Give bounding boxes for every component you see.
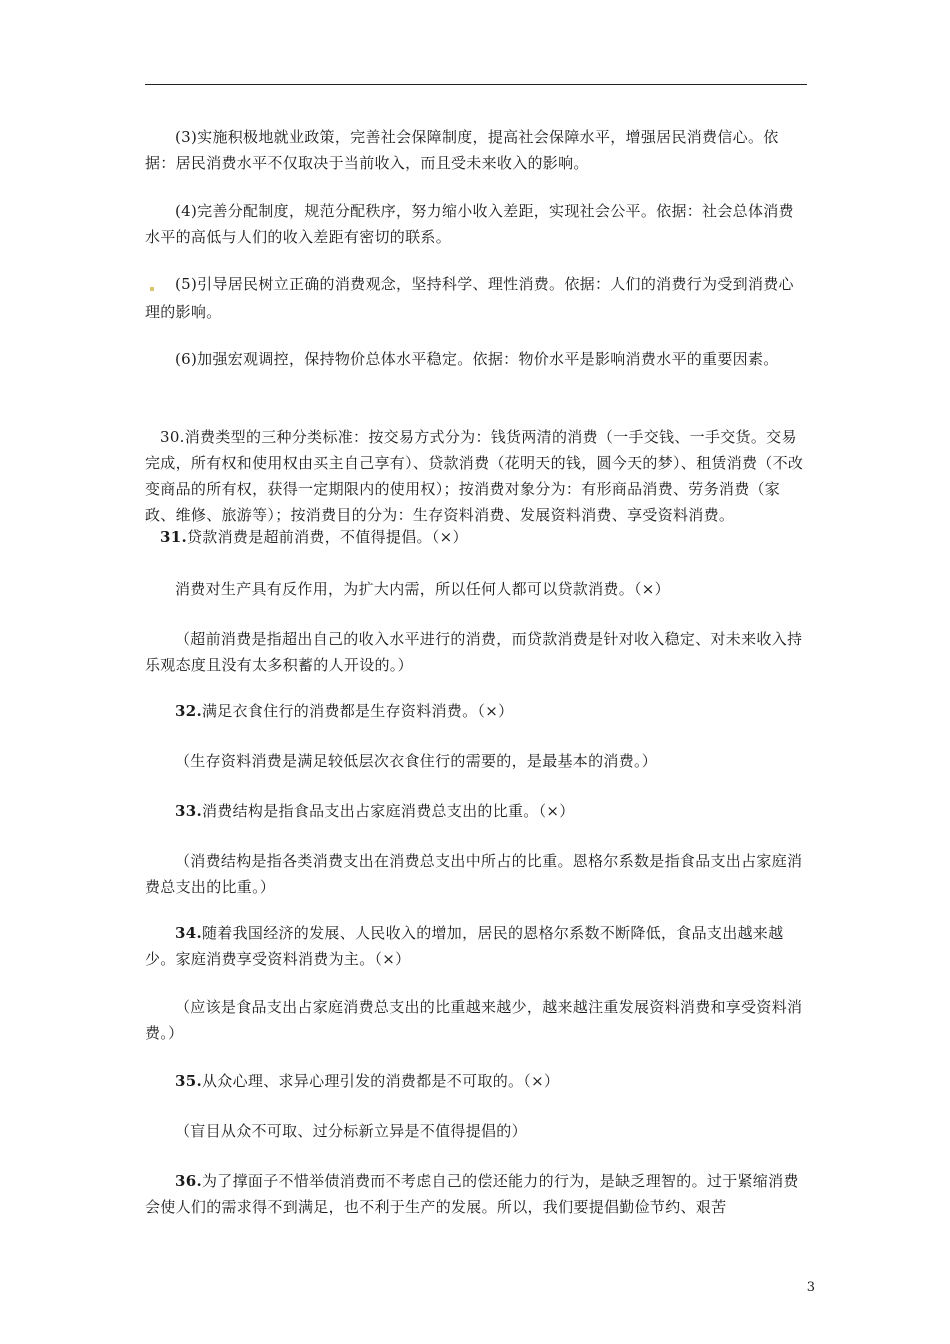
paragraph-item-3: (3)实施积极地就业政策，完善社会保障制度，提高社会保障水平，增强居民消费信心。依据：居民消费水平不仅取决于当前收入，而且受未来收入的影响。 <box>145 128 779 172</box>
question-32-explanation: （生存资料消费是满足较低层次衣食住行的需要的，是最基本的消费。） <box>175 752 658 770</box>
question-35 <box>145 1068 807 1094</box>
question-31 <box>160 524 807 550</box>
question-number: 31. <box>160 528 187 546</box>
question-text: 消费结构是指食品支出占家庭消费总支出的比重。（×） <box>202 802 575 820</box>
question-30: 30.消费类型的三种分类标准：按交易方式分为：钱货两清的消费（一手交钱、一手交货。交易完成，所有权和使用权由买主自己享有）、贷款消费（花明天的钱，圆今天的梦）、租赁消费（不改变商品的所有权，获得一定期限内的使用权）；按消费对象分为：有形商品消费、劳务消费（家政、维修、旅游等）；按消费目的分为：生存资料消费、发展资料消费、享受资料消费。 <box>145 428 804 524</box>
paragraph-item-6: (6)加强宏观调控，保持物价总体水平稳定。依据：物价水平是影响消费水平的重要因素。 <box>175 350 779 368</box>
question-number: 33. <box>175 802 202 820</box>
question-32 <box>145 698 807 724</box>
question-number: 34. <box>175 924 202 942</box>
question-36 <box>145 1168 807 1220</box>
question-34 <box>145 920 807 972</box>
question-number: 35. <box>175 1072 202 1090</box>
question-text: 从众心理、求异心理引发的消费都是不可取的。（×） <box>202 1072 560 1090</box>
question-35-explanation: （盲目从众不可取、过分标新立异是不值得提倡的） <box>175 1122 527 1140</box>
question-33-explanation: （消费结构是指各类消费支出在消费总支出中所占的比重。恩格尔系数是指食品支出占家庭消费总支出的比重。） <box>145 852 803 896</box>
question-text: 为了撑面子不惜举债消费而不考虑自己的偿还能力的行为，是缺乏理智的。过于紧缩消费会使人们的需求得不到满足，也不利于生产的发展。所以，我们要提倡勤俭节约、艰苦 <box>145 1172 799 1216</box>
paragraph-item-5: (5)引导居民树立正确的消费观念，坚持科学、理性消费。依据：人们的消费行为受到消费心理的影响。 <box>145 275 794 321</box>
question-31-statement: 消费对生产具有反作用，为扩大内需，所以任何人都可以贷款消费。（×） <box>175 580 670 598</box>
question-text: 随着我国经济的发展、人民收入的增加，居民的恩格尔系数不断降低，食品支出越来越少。家庭消费享受资料消费为主。（×） <box>145 924 784 968</box>
question-text: 满足衣食住行的消费都是生存资料消费。（×） <box>202 702 514 720</box>
question-number: 32. <box>175 702 202 720</box>
question-text: 贷款消费是超前消费，不值得提倡。（×） <box>187 528 468 546</box>
question-31-explanation: （超前消费是指超出自己的收入水平进行的消费，而贷款消费是针对收入稳定、对未来收入持乐观态度且没有太多积蓄的人开设的。） <box>145 630 803 674</box>
question-33 <box>145 798 807 824</box>
header-rule <box>145 84 807 85</box>
question-34-explanation: （应该是食品支出占家庭消费总支出的比重越来越少，越来越注重发展资料消费和享受资料消费。） <box>145 998 803 1042</box>
question-number: 36. <box>175 1172 202 1190</box>
page-number: 3 <box>806 1280 815 1295</box>
paragraph-item-4: (4)完善分配制度，规范分配秩序，努力缩小收入差距，实现社会公平。依据：社会总体消费水平的高低与人们的收入差距有密切的联系。 <box>145 202 794 246</box>
